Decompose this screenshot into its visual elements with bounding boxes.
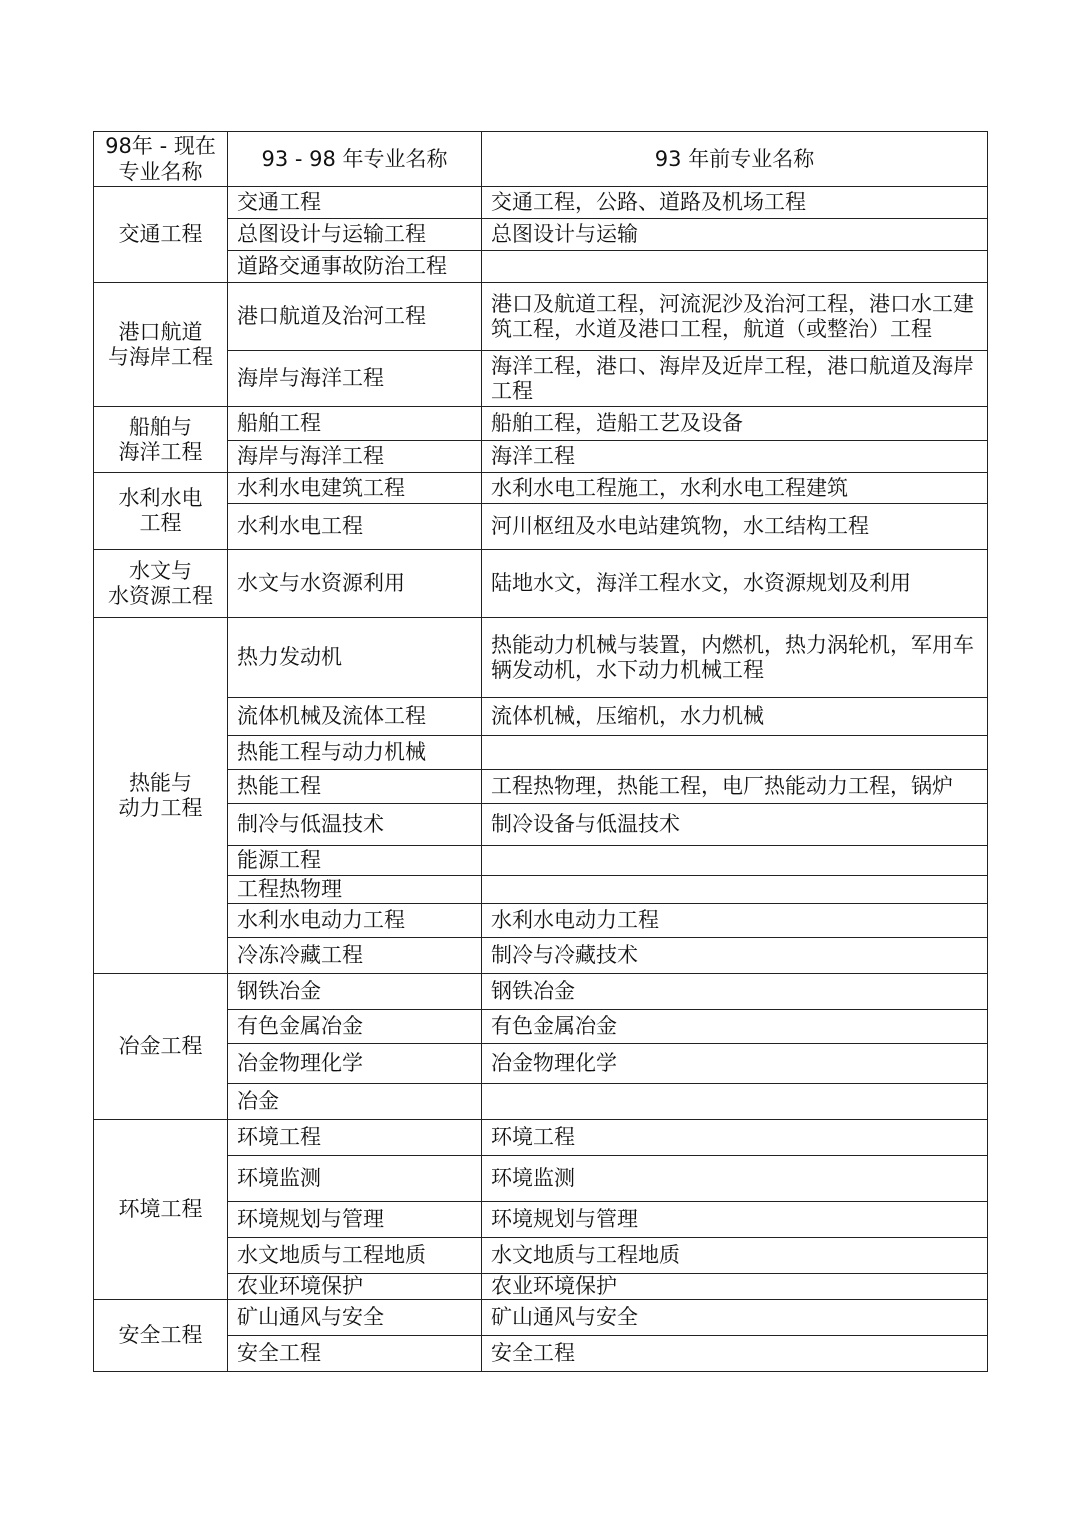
table-row xyxy=(94,770,988,804)
table-row xyxy=(94,351,988,407)
table-body xyxy=(94,132,988,1372)
name-pre-93-cell: 港口及航道工程，河流泥沙及治河工程，港口水工建筑工程，水道及港口工程，航道（或整治）工程 xyxy=(482,283,988,351)
name-pre-93-cell: 交通工程，公路、道路及机场工程 xyxy=(482,187,988,219)
category-cell: 水文与 水资源工程 xyxy=(94,550,228,618)
table-row xyxy=(94,187,988,219)
header-row xyxy=(94,132,988,187)
name-pre-93-cell: 钢铁冶金 xyxy=(482,974,988,1010)
name-93-98-cell: 水利水电建筑工程 xyxy=(228,473,482,504)
name-pre-93-cell xyxy=(482,876,988,904)
table-row xyxy=(94,441,988,473)
name-pre-93-cell xyxy=(482,736,988,770)
name-93-98-cell: 环境规划与管理 xyxy=(228,1202,482,1238)
table-row xyxy=(94,698,988,736)
name-93-98-cell: 船舶工程 xyxy=(228,407,482,441)
category-cell: 安全工程 xyxy=(94,1300,228,1372)
table-row xyxy=(94,938,988,974)
header-current-name: 98年 - 现在 专业名称 xyxy=(94,132,228,187)
table-row xyxy=(94,1120,988,1156)
name-93-98-cell: 环境监测 xyxy=(228,1156,482,1202)
name-93-98-cell: 安全工程 xyxy=(228,1336,482,1372)
table-row xyxy=(94,974,988,1010)
name-93-98-cell: 热能工程 xyxy=(228,770,482,804)
name-pre-93-cell: 有色金属冶金 xyxy=(482,1010,988,1044)
name-pre-93-cell: 海洋工程 xyxy=(482,441,988,473)
name-pre-93-cell: 环境监测 xyxy=(482,1156,988,1202)
name-93-98-cell: 流体机械及流体工程 xyxy=(228,698,482,736)
name-93-98-cell: 冶金 xyxy=(228,1084,482,1120)
table-row xyxy=(94,1274,988,1300)
name-pre-93-cell: 环境工程 xyxy=(482,1120,988,1156)
name-pre-93-cell: 总图设计与运输 xyxy=(482,219,988,251)
name-pre-93-cell: 矿山通风与安全 xyxy=(482,1300,988,1336)
category-cell: 热能与 动力工程 xyxy=(94,618,228,974)
name-93-98-cell: 热能工程与动力机械 xyxy=(228,736,482,770)
name-93-98-cell: 海岸与海洋工程 xyxy=(228,441,482,473)
header-pre-93-name: 93 年前专业名称 xyxy=(482,132,988,187)
name-pre-93-cell: 冶金物理化学 xyxy=(482,1044,988,1084)
name-pre-93-cell: 安全工程 xyxy=(482,1336,988,1372)
category-cell: 冶金工程 xyxy=(94,974,228,1120)
table-row xyxy=(94,251,988,283)
name-pre-93-cell: 农业环境保护 xyxy=(482,1274,988,1300)
major-name-table xyxy=(93,131,988,1372)
category-cell: 船舶与 海洋工程 xyxy=(94,407,228,473)
name-93-98-cell: 钢铁冶金 xyxy=(228,974,482,1010)
table-row xyxy=(94,804,988,846)
table-row xyxy=(94,904,988,938)
table-row xyxy=(94,618,988,698)
name-93-98-cell: 水文与水资源利用 xyxy=(228,550,482,618)
name-pre-93-cell: 水利水电动力工程 xyxy=(482,904,988,938)
name-pre-93-cell: 水文地质与工程地质 xyxy=(482,1238,988,1274)
table-row xyxy=(94,1084,988,1120)
name-93-98-cell: 水文地质与工程地质 xyxy=(228,1238,482,1274)
name-93-98-cell: 矿山通风与安全 xyxy=(228,1300,482,1336)
category-cell: 环境工程 xyxy=(94,1120,228,1300)
name-93-98-cell: 有色金属冶金 xyxy=(228,1010,482,1044)
table-row xyxy=(94,1238,988,1274)
name-93-98-cell: 冷冻冷藏工程 xyxy=(228,938,482,974)
name-93-98-cell: 冶金物理化学 xyxy=(228,1044,482,1084)
name-pre-93-cell: 陆地水文，海洋工程水文，水资源规划及利用 xyxy=(482,550,988,618)
name-93-98-cell: 环境工程 xyxy=(228,1120,482,1156)
table-row xyxy=(94,473,988,504)
name-93-98-cell: 工程热物理 xyxy=(228,876,482,904)
table-row xyxy=(94,736,988,770)
name-93-98-cell: 港口航道及治河工程 xyxy=(228,283,482,351)
name-pre-93-cell: 制冷与冷藏技术 xyxy=(482,938,988,974)
name-93-98-cell: 海岸与海洋工程 xyxy=(228,351,482,407)
table-row xyxy=(94,407,988,441)
table-row xyxy=(94,1336,988,1372)
table-row xyxy=(94,504,988,550)
name-93-98-cell: 农业环境保护 xyxy=(228,1274,482,1300)
name-93-98-cell: 总图设计与运输工程 xyxy=(228,219,482,251)
category-cell: 交通工程 xyxy=(94,187,228,283)
name-93-98-cell: 交通工程 xyxy=(228,187,482,219)
name-93-98-cell: 水利水电动力工程 xyxy=(228,904,482,938)
table-row xyxy=(94,876,988,904)
table-row xyxy=(94,219,988,251)
table-row xyxy=(94,1044,988,1084)
category-cell: 港口航道 与海岸工程 xyxy=(94,283,228,407)
table-row xyxy=(94,1202,988,1238)
name-pre-93-cell: 热能动力机械与装置，内燃机，热力涡轮机，军用车辆发动机，水下动力机械工程 xyxy=(482,618,988,698)
name-pre-93-cell: 制冷设备与低温技术 xyxy=(482,804,988,846)
name-pre-93-cell: 流体机械，压缩机，水力机械 xyxy=(482,698,988,736)
name-93-98-cell: 能源工程 xyxy=(228,846,482,876)
name-pre-93-cell: 环境规划与管理 xyxy=(482,1202,988,1238)
header-93-98-name: 93 - 98 年专业名称 xyxy=(228,132,482,187)
table-row xyxy=(94,1300,988,1336)
category-cell: 水利水电 工程 xyxy=(94,473,228,550)
name-93-98-cell: 水利水电工程 xyxy=(228,504,482,550)
name-pre-93-cell: 河川枢纽及水电站建筑物，水工结构工程 xyxy=(482,504,988,550)
table-row xyxy=(94,283,988,351)
name-pre-93-cell xyxy=(482,251,988,283)
name-93-98-cell: 制冷与低温技术 xyxy=(228,804,482,846)
table-row xyxy=(94,846,988,876)
name-93-98-cell: 热力发动机 xyxy=(228,618,482,698)
name-pre-93-cell: 工程热物理，热能工程，电厂热能动力工程，锅炉 xyxy=(482,770,988,804)
table-row xyxy=(94,550,988,618)
table-row xyxy=(94,1010,988,1044)
name-93-98-cell: 道路交通事故防治工程 xyxy=(228,251,482,283)
name-pre-93-cell xyxy=(482,1084,988,1120)
name-pre-93-cell xyxy=(482,846,988,876)
table-row xyxy=(94,1156,988,1202)
name-pre-93-cell: 船舶工程，造船工艺及设备 xyxy=(482,407,988,441)
name-pre-93-cell: 水利水电工程施工，水利水电工程建筑 xyxy=(482,473,988,504)
name-pre-93-cell: 海洋工程，港口、海岸及近岸工程，港口航道及海岸工程 xyxy=(482,351,988,407)
